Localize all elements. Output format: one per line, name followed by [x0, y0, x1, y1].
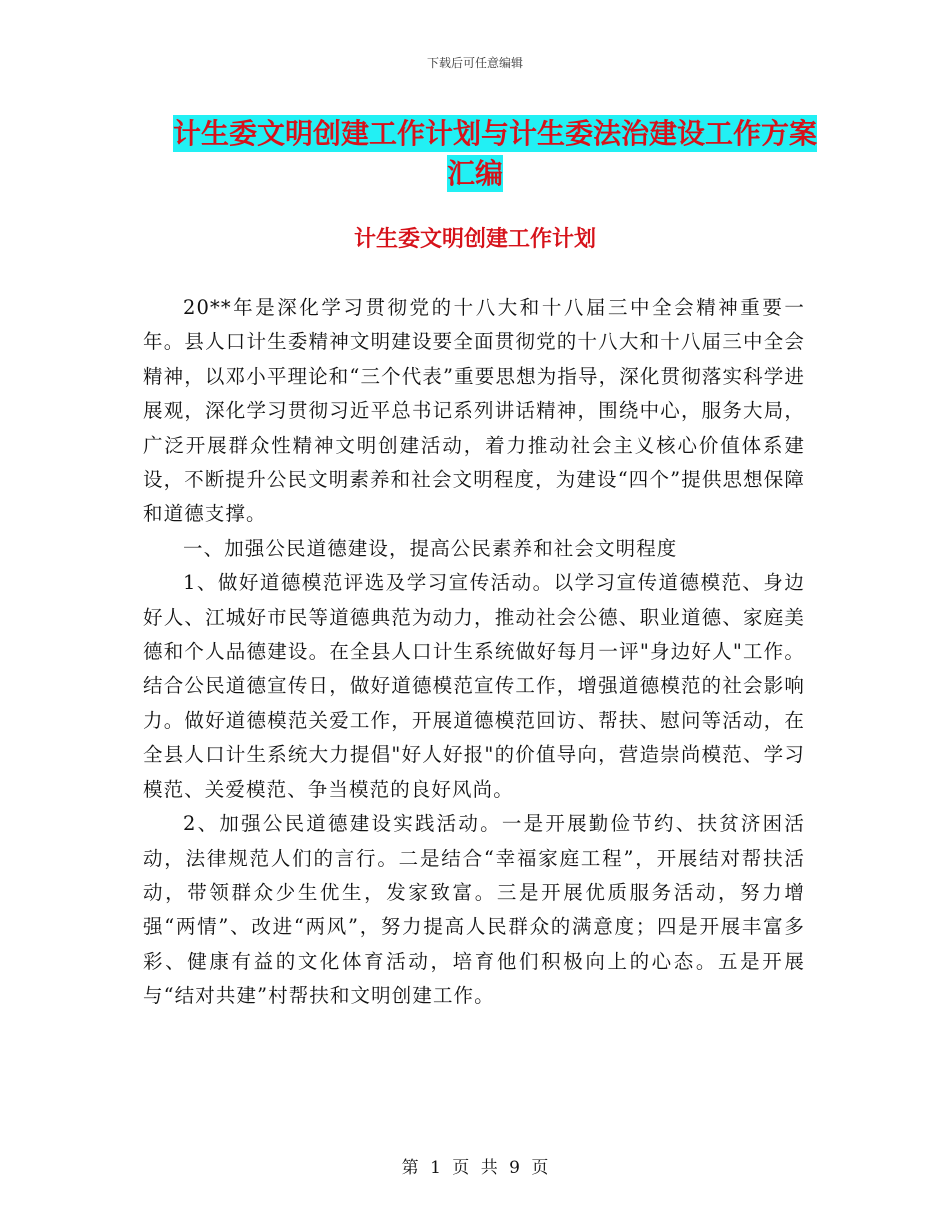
paragraph-intro: 20**年是深化学习贯彻党的十八大和十八届三中全会精神重要一年。县人口计生委精神文明建设要全面贯彻党的十八大和十八届三中全会精神，以邓小平理论和“三个代表”重要思想为指导，深化贯彻落实科学进展观，深化学习贯彻习近平总书记系列讲话精神，围绕中心，服务大局，广泛开展群众性精神文明创建活动，着力推动社会主义核心价值体系建设，不断提升公民文明素养和社会文明程度，为建设“四个”提供思想保障和道德支撑。	[143, 296, 805, 526]
document-body	[143, 291, 805, 1014]
page-footer: 第 1 页 共 9 页	[401, 1158, 549, 1178]
paragraph-heading-1: 一、加强公民道德建设，提高公民素养和社会文明程度	[183, 536, 678, 560]
document-title-line-2	[0, 152, 950, 192]
section-title: 计生委文明创建工作计划	[353, 227, 596, 252]
header-note: 下载后可任意编辑	[426, 56, 523, 70]
paragraph-item-2: 2、加强公民道德建设实践活动。一是开展勤俭节约、扶贫济困活动，法律规范人们的言行。二是结合“幸福家庭工程”，开展结对帮扶活动，带领群众少生优生，发家致富。三是开展优质服务活动，努力增强“两情”、改进“两风”，努力提高人民群众的满意度；四是开展丰富多彩、健康有益的文化体育活动，培育他们积极向上的心态。五是开展与“结对共建”村帮扶和文明创建工作。	[143, 812, 805, 1008]
document-title-line-1	[20, 112, 950, 152]
title-highlight-1: 计生委文明创建工作计划与计生委法治建设工作方案	[172, 117, 817, 150]
title-highlight-2: 汇编	[446, 157, 503, 190]
paragraph-item-1: 1、做好道德模范评选及学习宣传活动。以学习宣传道德模范、身边好人、江城好市民等道德典范为动力，推动社会公德、职业道德、家庭美德和个人品德建设。在全县人口计生系统做好每月一评"身边好人"工作。结合公民道德宣传日，做好道德模范宣传工作，增强道德模范的社会影响力。做好道德模范关爱工作，开展道德模范回访、帮扶、慰问等活动，在全县人口计生系统大力提倡"好人好报"的价值导向，营造崇尚模范、学习模范、关爱模范、争当模范的良好风尚。	[143, 571, 805, 801]
